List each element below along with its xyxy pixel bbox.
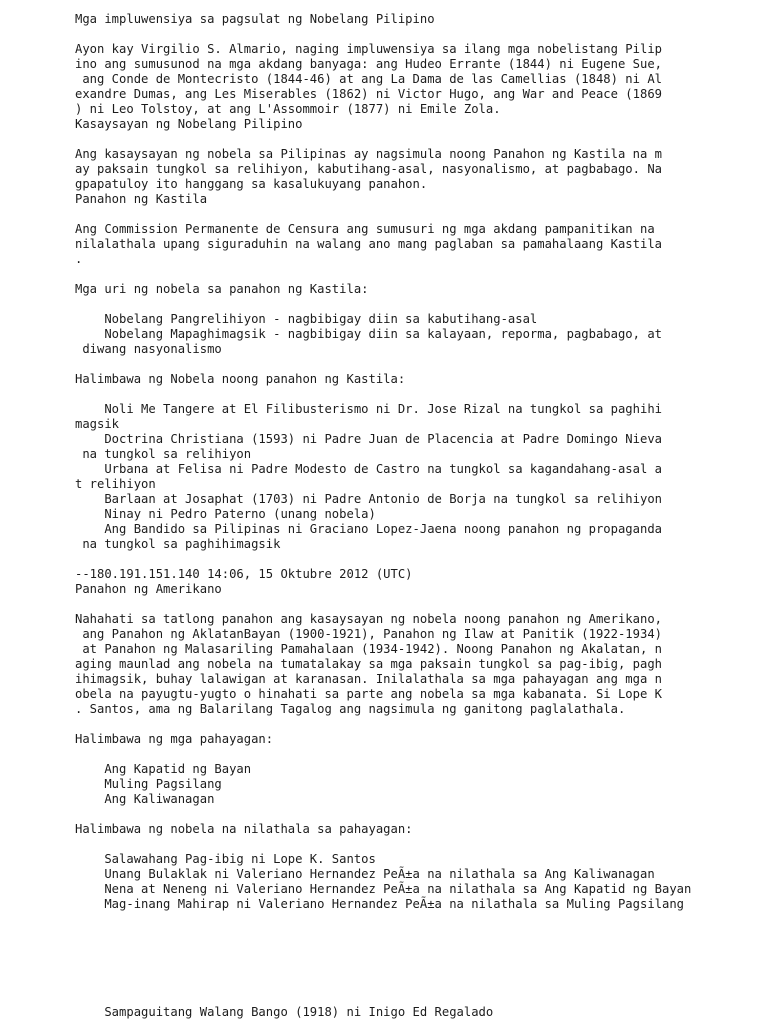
american-line: obela na payugtu-yugto o hinahati sa parte ang nobela sa mga kabanata. Si Lope K bbox=[75, 687, 662, 701]
spacer bbox=[75, 837, 725, 852]
list-item: Salawahang Pag-ibig ni Lope K. Santos bbox=[75, 852, 376, 866]
list-item: Nena at Neneng ni Valeriano Hernandez PeÃ±a na nilathala sa Ang Kapatid ng Bayan bbox=[75, 882, 692, 896]
section-heading: Kasaysayan ng Nobelang Pilipino bbox=[75, 117, 303, 131]
american-line: at Panahon ng Malasariling Pamahalaan (1934-1942). Noong Panahon ng Akalatan, n bbox=[75, 642, 662, 656]
spacer bbox=[75, 132, 725, 147]
spacer bbox=[75, 207, 725, 222]
list-item: Unang Bulaklak ni Valeriano Hernandez PeÃ±a na nilathala sa Ang Kaliwanagan bbox=[75, 867, 655, 881]
intro-line: ino ang sumusunod na mga akdang banyaga: ang Hudeo Errante (1844) ni Eugene Sue, bbox=[75, 57, 662, 71]
intro-line: exandre Dumas, ang Les Miserables (1862) ni Victor Hugo, ang War and Peace (1869 bbox=[75, 87, 662, 101]
list-item: na tungkol sa paghihimagsik bbox=[75, 537, 281, 551]
spacer bbox=[75, 747, 725, 762]
history-line: Ang kasaysayan ng nobela sa Pilipinas ay nagsimula noong Panahon ng Kastila na m bbox=[75, 147, 662, 161]
american-line: aging maunlad ang nobela na tumatalakay sa mga paksain tungkol sa pag-ibig, pagh bbox=[75, 657, 662, 671]
spacer bbox=[75, 387, 725, 402]
list-item: Barlaan at Josaphat (1703) ni Padre Antonio de Borja na tungkol sa relihiyon bbox=[75, 492, 662, 506]
american-line: ihimagsik, buhay lalawigan at karanasan. Inilalathala sa mga pahayagan ang mga n bbox=[75, 672, 662, 686]
serial-list bbox=[75, 852, 725, 912]
commission-paragraph bbox=[75, 222, 725, 267]
list-item: na tungkol sa relihiyon bbox=[75, 447, 252, 461]
list-item: Doctrina Christiana (1593) ni Padre Juan de Placencia at Padre Domingo Nieva bbox=[75, 432, 662, 446]
intro-line: ang Conde de Montecristo (1844-46) at ang La Dama de las Camellias (1848) ni Al bbox=[75, 72, 662, 86]
list-item-last: Sampaguitang Walang Bango (1918) ni Inigo Ed Regalado bbox=[75, 1005, 494, 1019]
spacer bbox=[75, 357, 725, 372]
examples-heading: Halimbawa ng Nobela noong panahon ng Kastila: bbox=[75, 372, 406, 386]
examples-list bbox=[75, 402, 725, 552]
spacer bbox=[75, 597, 725, 612]
american-line: ang Panahon ng AklatanBayan (1900-1921), Panahon ng Ilaw at Panitik (1922-1934) bbox=[75, 627, 662, 641]
commission-line: Ang Commission Permanente de Censura ang sumusuri ng mga akdang pampanitikan na bbox=[75, 222, 655, 236]
signature-block bbox=[75, 567, 725, 597]
list-item: t relihiyon bbox=[75, 477, 156, 491]
section-heading: Panahon ng Kastila bbox=[75, 192, 208, 206]
list-item: Ang Kaliwanagan bbox=[75, 792, 215, 806]
intro-line: Ayon kay Virgilio S. Almario, naging impluwensiya sa ilang mga nobelistang Pilip bbox=[75, 42, 662, 56]
list-item: Urbana at Felisa ni Padre Modesto de Castro na tungkol sa kagandahang-asal a bbox=[75, 462, 662, 476]
types-heading: Mga uri ng nobela sa panahon ng Kastila: bbox=[75, 282, 369, 296]
spacer bbox=[75, 267, 725, 282]
serial-heading: Halimbawa ng nobela na nilathala sa pahayagan: bbox=[75, 822, 413, 836]
types-list bbox=[75, 312, 725, 357]
list-item: Muling Pagsilang bbox=[75, 777, 222, 791]
list-item: Noli Me Tangere at El Filibusterismo ni Dr. Jose Rizal na tungkol sa paghihi bbox=[75, 402, 662, 416]
intro-paragraph bbox=[75, 42, 725, 132]
spacer bbox=[75, 552, 725, 567]
history-line: ay paksain tungkol sa relihiyon, kabutihang-asal, nasyonalismo, at pagbabago. Na bbox=[75, 162, 662, 176]
papers-list bbox=[75, 762, 725, 807]
signature-line: --180.191.151.140 14:06, 15 Oktubre 2012 (UTC) bbox=[75, 567, 413, 581]
list-item: Nobelang Pangrelihiyon - nagbibigay diin sa kabutihang-asal bbox=[75, 312, 538, 326]
american-line: . Santos, ama ng Balarilang Tagalog ang nagsimula ng ganitong paglalathala. bbox=[75, 702, 626, 716]
american-line: Nahahati sa tatlong panahon ang kasaysayan ng nobela noong panahon ng Amerikano, bbox=[75, 612, 662, 626]
commission-line: nilalathala upang siguraduhin na walang ano mang paglaban sa pamahalaang Kastila bbox=[75, 237, 662, 251]
spacer bbox=[75, 27, 725, 42]
spacer bbox=[75, 297, 725, 312]
list-item: diwang nasyonalismo bbox=[75, 342, 222, 356]
list-item: Ang Kapatid ng Bayan bbox=[75, 762, 252, 776]
list-item: Ang Bandido sa Pilipinas ni Graciano Lopez-Jaena noong panahon ng propaganda bbox=[75, 522, 662, 536]
list-item: Nobelang Mapaghimagsik - nagbibigay diin sa kalayaan, reporma, pagbabago, at bbox=[75, 327, 662, 341]
papers-heading: Halimbawa ng mga pahayagan: bbox=[75, 732, 274, 746]
intro-line: ) ni Leo Tolstoy, at ang L'Assommoir (1877) ni Emile Zola. bbox=[75, 102, 501, 116]
history-paragraph bbox=[75, 147, 725, 207]
document-page bbox=[75, 12, 725, 912]
list-item: magsik bbox=[75, 417, 120, 431]
list-item: Ninay ni Pedro Paterno (unang nobela) bbox=[75, 507, 376, 521]
history-line: gpapatuloy ito hanggang sa kasalukuyang panahon. bbox=[75, 177, 428, 191]
document-title: Mga impluwensiya sa pagsulat ng Nobelang Pilipino bbox=[75, 12, 435, 26]
spacer bbox=[75, 807, 725, 822]
section-heading: Panahon ng Amerikano bbox=[75, 582, 222, 596]
list-item: Mag-inang Mahirap ni Valeriano Hernandez PeÃ±a na nilathala sa Muling Pagsilang bbox=[75, 897, 685, 911]
spacer bbox=[75, 717, 725, 732]
commission-line: . bbox=[75, 252, 83, 266]
american-paragraph bbox=[75, 612, 725, 717]
